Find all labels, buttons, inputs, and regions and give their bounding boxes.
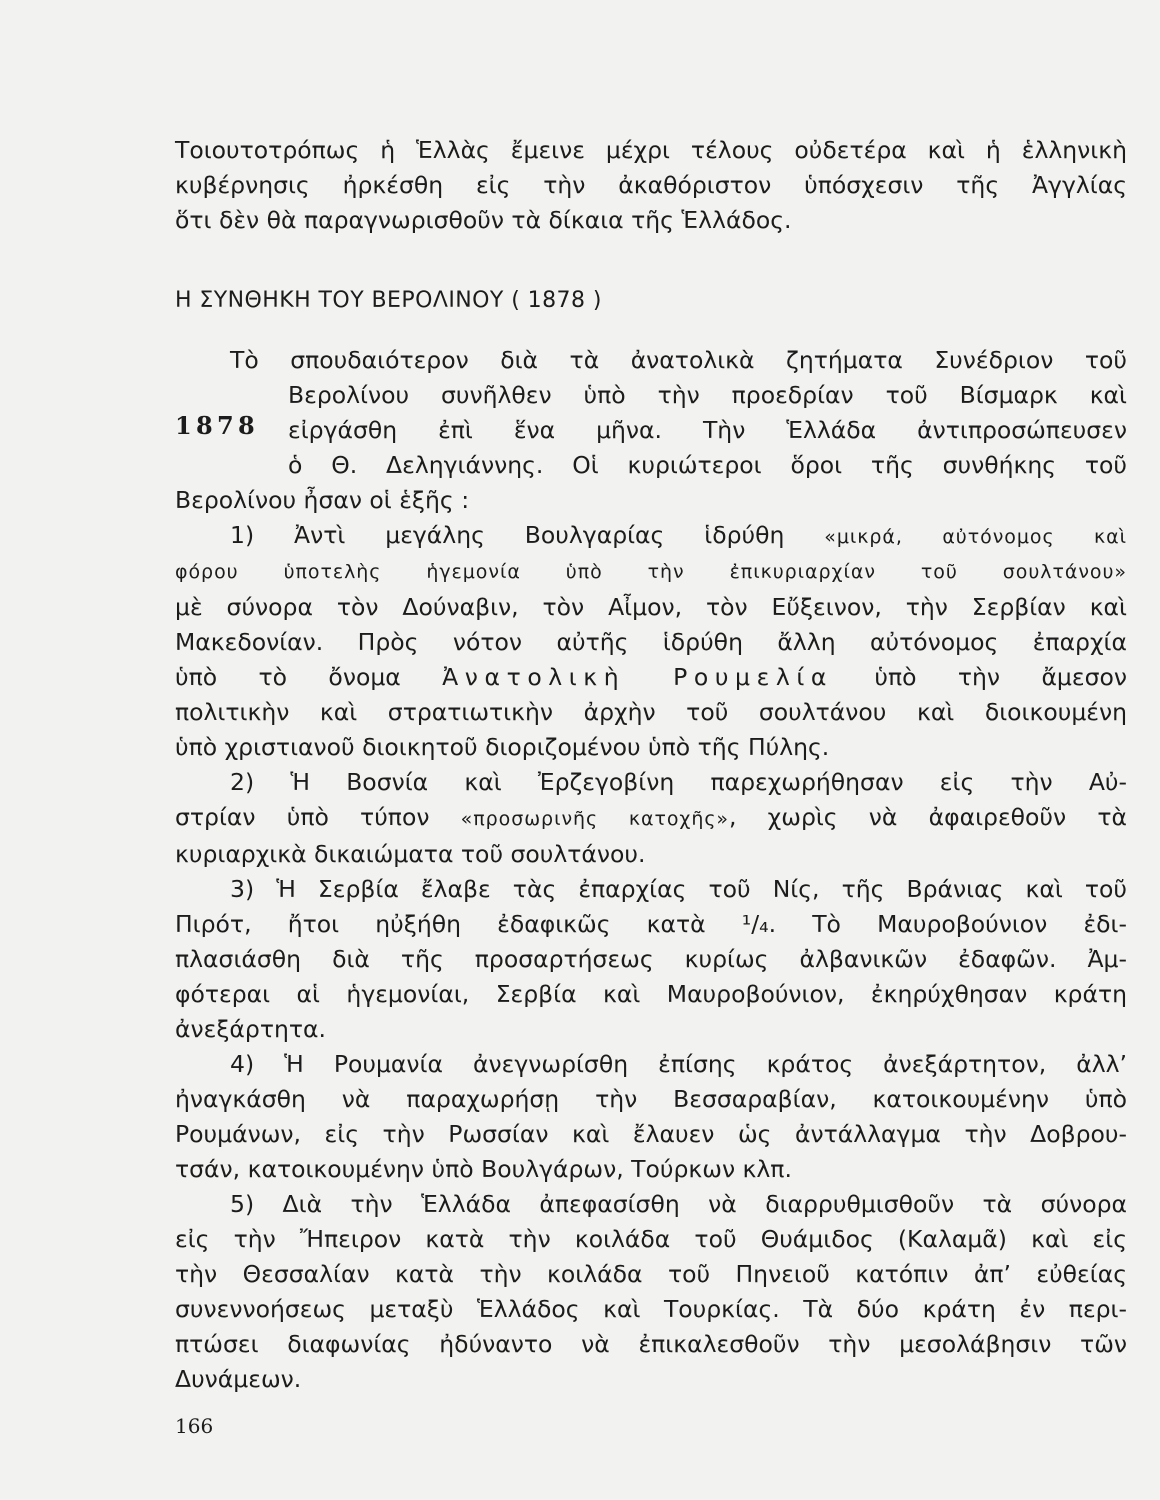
text-line: ὅτι δὲν θὰ παραγνωρισθοῦν τὰ δίκαια τῆς Ἑλλάδος. — [175, 206, 792, 234]
quoted-text: φόρου ὑποτελὴς ἡγεμονία ὑπὸ τὴν ἐπικυριαρχίαν τοῦ σουλτάνου» — [175, 561, 1127, 583]
spaced-text: Ἀνατολικὴ Ρουμελία — [442, 663, 833, 691]
text-line: συνεννοήσεως μεταξὺ Ἑλλάδος καὶ Τουρκίας. Τὰ δύο κράτη ἐν περι- — [175, 1295, 1127, 1323]
text-line: 5) Διὰ τὴν Ἑλλάδα ἀπεφασίσθη νὰ διαρρυθμισθοῦν τὰ σύνορα — [230, 1190, 1127, 1218]
text-line: ὑπὸ χριστιανοῦ διοικητοῦ διοριζομένου ὑπὸ τῆς Πύλης. — [175, 733, 830, 761]
text-line: εἰργάσθη ἐπὶ ἕνα μῆνα. Τὴν Ἑλλάδα ἀντιπροσώπευσεν — [288, 416, 1127, 444]
text-line: Ρουμάνων, εἰς τὴν Ρωσσίαν καὶ ἔλαυεν ὡς ἀντάλλαγμα τὴν Δοβρου- — [175, 1120, 1127, 1148]
text-line: πτώσει διαφωνίας ἠδύναντο νὰ ἐπικαλεσθοῦν τὴν μεσολάβησιν τῶν — [175, 1330, 1127, 1358]
text-line: ἠναγκάσθη νὰ παραχωρήσῃ τὴν Βεσσαραβίαν, κατοικουμένην ὑπὸ — [175, 1085, 1127, 1113]
text-line: Τὸ σπουδαιότερον διὰ τὰ ἀνατολικὰ ζητήματα Συνέδριον τοῦ — [230, 346, 1127, 374]
text-line: πλασιάσθη διὰ τῆς προσαρτήσεως κυρίως ἀλβανικῶν ἐδαφῶν. Ἀμ- — [175, 945, 1127, 973]
text-line: τὴν Θεσσαλίαν κατὰ τὴν κοιλάδα τοῦ Πηνειοῦ κατόπιν ἀπ’ εὐθείας — [175, 1260, 1127, 1288]
text-line: ὁ Θ. Δεληγιάννης. Οἱ κυριώτεροι ὅροι τῆς συνθήκης τοῦ — [288, 451, 1127, 479]
term-1-line — [175, 660, 1127, 695]
term-1-line — [175, 518, 1127, 555]
text-line: κυβέρνησις ἠρκέσθη εἰς τὴν ἀκαθόριστον ὑπόσχεσιν τῆς Ἀγγλίας — [175, 171, 1127, 199]
text-line: Βερολίνου συνῆλθεν ὑπὸ τὴν προεδρίαν τοῦ Βίσμαρκ καὶ — [288, 381, 1127, 409]
text-line: πολιτικὴν καὶ στρατιωτικὴν ἀρχὴν τοῦ σουλτάνου καὶ διοικουμένη — [175, 698, 1127, 726]
text-fragment: ὑπὸ τὴν ἄμεσον — [832, 663, 1127, 691]
main-text — [175, 343, 1127, 1397]
text-line: Τοιουτοτρόπως ἡ Ἑλλὰς ἔμεινε μέχρι τέλους οὐδετέρα καὶ ἡ ἑλληνικὴ — [175, 136, 1127, 164]
text-fragment: 1) Ἀντὶ μεγάλης Βουλγαρίας ἱδρύθη — [230, 521, 825, 549]
text-line: Μακεδονίαν. Πρὸς νότον αὐτῆς ἱδρύθη ἄλλη αὐτόνομος ἐπαρχία — [175, 628, 1127, 656]
quoted-text: «προσωρινῆς κατοχῆς» — [460, 808, 730, 830]
intro-paragraph — [175, 133, 1127, 238]
text-line: μὲ σύνορα τὸν Δούναβιν, τὸν Αἶμον, τὸν Εὔξεινον, τὴν Σερβίαν καὶ — [175, 593, 1127, 621]
text-fragment: στρίαν ὑπὸ τύπον — [175, 803, 461, 831]
term-2-line — [175, 800, 1127, 837]
text-line: κυριαρχικὰ δικαιώματα τοῦ σουλτάνου. — [175, 840, 646, 868]
text-line: ἀνεξάρτητα. — [175, 1015, 326, 1043]
text-line: Δυνάμεων. — [175, 1365, 302, 1393]
text-line: Βερολίνου ἦσαν οἱ ἑξῆς : — [175, 486, 470, 514]
text-line: εἰς τὴν Ἤπειρον κατὰ τὴν κοιλάδα τοῦ Θυάμιδος (Καλαμᾶ) καὶ εἰς — [175, 1225, 1127, 1253]
text-fragment: , χωρὶς νὰ ἀφαιρεθοῦν τὰ — [729, 803, 1127, 831]
margin-year-note: 1878 — [175, 411, 260, 440]
text-line: 4) Ἡ Ρουμανία ἀνεγνωρίσθη ἐπίσης κράτος ἀνεξάρτητον, ἀλλ’ — [230, 1050, 1127, 1078]
section-heading: Η ΣΥΝΘΗΚΗ ΤΟΥ ΒΕΡΟΛΙΝΟΥ ( 1878 ) — [175, 288, 602, 313]
text-line: φότεραι αἱ ἡγεμονίαι, Σερβία καὶ Μαυροβούνιον, ἐκηρύχθησαν κράτη — [175, 980, 1127, 1008]
quoted-text: «μικρά, αὐτόνομος καὶ — [824, 526, 1127, 548]
text-line: Πιρότ, ἤτοι ηὐξήθη ἐδαφικῶς κατὰ ¹/₄. Τὸ Μαυροβούνιον ἐδι- — [175, 910, 1127, 938]
text-line: 2) Ἡ Βοσνία καὶ Ἐρζεγοβίνη παρεχωρήθησαν εἰς τὴν Αὐ- — [230, 768, 1127, 796]
text-line: τσάν, κατοικουμένην ὑπὸ Βουλγάρων, Τούρκων κλπ. — [175, 1155, 792, 1183]
text-fragment: ὑπὸ τὸ ὄνομα — [175, 663, 443, 691]
text-line: 3) Ἡ Σερβία ἔλαβε τὰς ἐπαρχίας τοῦ Νίς, τῆς Βράνιας καὶ τοῦ — [230, 875, 1127, 903]
page-number: 166 — [175, 1414, 214, 1438]
